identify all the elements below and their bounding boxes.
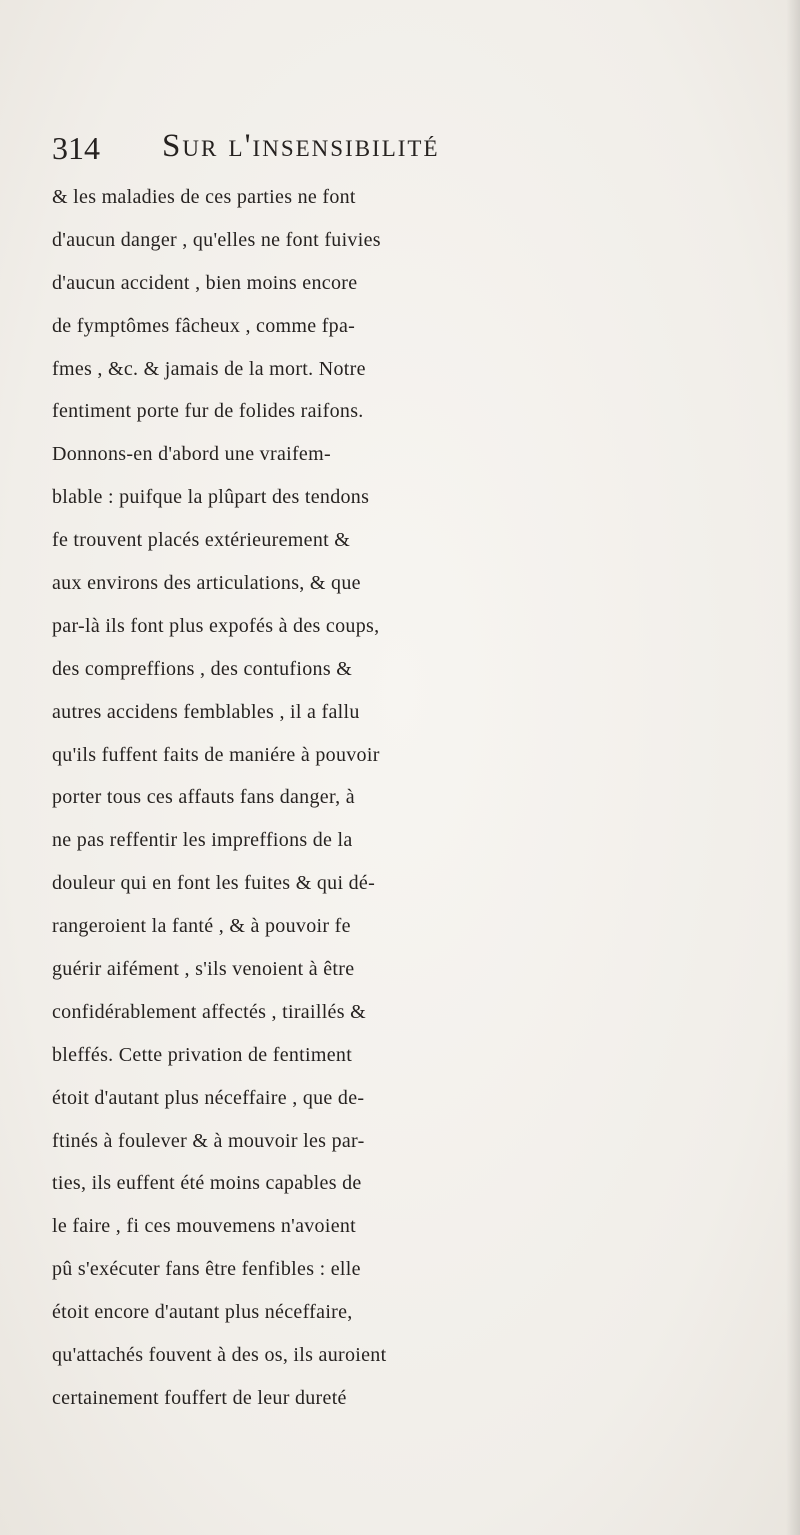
running-title: Sur l'insensibilité [162,128,440,164]
text-line: guérir aifément , s'ils venoient à être [52,958,355,981]
text-line: étoit encore d'autant plus néceffaire, [52,1301,353,1324]
text-line: douleur qui en font les fuites & qui dé- [52,872,376,895]
text-line: ties, ils euffent été moins capables de [52,1172,362,1195]
text-line: autres accidens femblables , il a fallu [52,700,360,723]
text-line: par-là ils font plus expofés à des coups, [52,614,380,637]
text-line: de fymptômes fâcheux , comme fpa- [52,314,356,337]
text-line: bleffés. Cette privation de fentiment [52,1043,353,1066]
page-header [52,128,752,172]
text-line: & les maladies de ces parties ne font [52,186,356,208]
text-line: Donnons-en d'abord une vraifem- [52,443,331,466]
text-line: rangeroient la fanté , & à pouvoir fe [52,915,351,938]
text-line: qu'ils fuffent faits de maniére à pouvoir [52,743,380,766]
body-text [52,176,767,1420]
text-line: ftinés à foulever & à mouvoir les par- [52,1129,365,1152]
text-line: qu'attachés fouvent à des os, ils auroient [52,1344,387,1367]
text-line: fe trouvent placés extérieurement & [52,529,351,552]
text-line: fentiment porte fur de folides raifons. [52,400,364,423]
text-line: étoit d'autant plus néceffaire , que de- [52,1086,365,1109]
page-edge-shadow [786,0,800,1535]
text-line: des compreffions , des contufions & [52,657,353,680]
page-number: 314 [52,130,100,166]
text-line: ne pas reffentir les impreffions de la [52,829,353,852]
text-line: aux environs des articulations, & que [52,572,361,595]
text-line: d'aucun danger , qu'elles ne font fuivies [52,228,381,251]
text-line: d'aucun accident , bien moins encore [52,271,358,294]
text-line: le faire , fi ces mouvemens n'avoient [52,1215,357,1238]
text-line: certainement fouffert de leur dureté [52,1386,347,1409]
text-line: confidérablement affectés , tiraillés & [52,1000,366,1023]
text-line: fmes , &c. & jamais de la mort. Notre [52,357,366,380]
text-line: porter tous ces affauts fans danger, à [52,786,355,809]
text-line: blable : puifque la plûpart des tendons [52,486,370,509]
text-line: pû s'exécuter fans être fenfibles : elle [52,1258,361,1281]
